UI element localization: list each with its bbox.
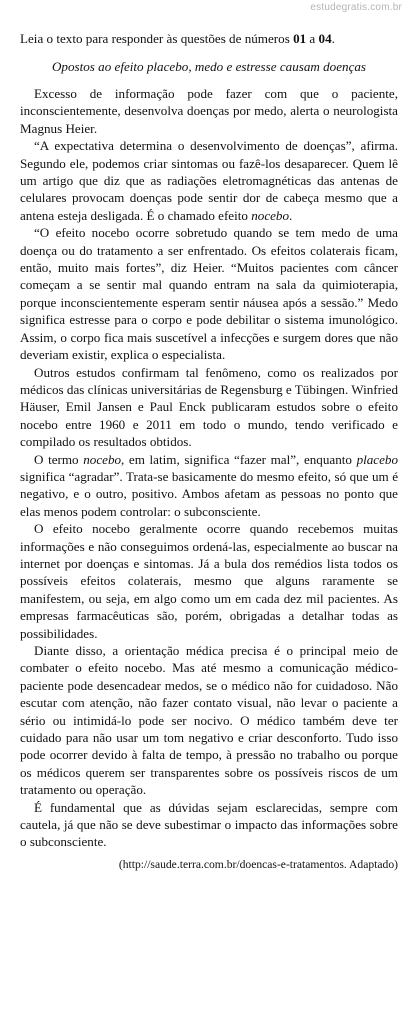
article-paragraphs (20, 85, 398, 851)
document-body (20, 30, 398, 873)
paragraph-text: , em latim, significa “fazer mal”, enquanto (121, 451, 357, 467)
italic-term: nocebo (83, 451, 122, 467)
article-paragraph (20, 799, 398, 851)
article-paragraph (20, 85, 398, 137)
article-paragraph (20, 364, 398, 451)
question-number-end: 04 (318, 31, 332, 46)
article-paragraph (20, 224, 398, 363)
instruction-conjunction: a (306, 31, 319, 46)
paragraph-text: É fundamental que as dúvidas sejam esclarecidas, sempre com cautela, já que não se deve subestimar o impacto das informações sobre o subconsciente. (20, 799, 398, 850)
paragraph-text: Excesso de informação pode fazer com que o paciente, inconscientemente, desenvolva doenças por medo, alerta o neurologista Magnus Heier. (20, 86, 398, 136)
instruction-line (20, 30, 398, 48)
instruction-period: . (331, 31, 335, 46)
paragraph-text: “A expectativa determina o desenvolvimento de doenças”, afirma. Segundo ele, podemos criar sintomas ou fazê-los desaparecer. Quem lê um artigo que diz que as radiações eletromagnéticas das antenas de celulares provocam doenças pode sentir dor de cabeça mesmo que a antena esteja desligada. É o chamado efeito (20, 138, 398, 223)
article-paragraph (20, 451, 398, 521)
article-paragraph (20, 520, 398, 642)
italic-term: placebo (356, 451, 399, 467)
italic-term: nocebo (251, 207, 290, 223)
paragraph-text: “O efeito nocebo ocorre sobretudo quando se tem medo de uma doença ou do tratamento a ser enfrentado. Os efeitos colaterais ficam, então, muito mais fortes”, diz Heier. “Muitos pacientes com câncer começam a se sentir mal quando entram na sala da quimioterapia, porque inconscientemente esperam sentir náusea após a sessão.” Medo significa estresse para o corpo e pode debilitar o sistema imunológico. Assim, o corpo fica mais suscetível a infecções e surgem dores que não deveriam existir, explica o especialista. (20, 225, 398, 363)
article-paragraph (20, 137, 398, 224)
paragraph-text: . (289, 207, 293, 223)
paragraph-text: Diante disso, a orientação médica precisa é o principal meio de combater o efeito nocebo. Mas até mesmo a comunicação médico-paciente pode desencadear medos, se o médico não for cuidadoso. Não escutar com atenção, não fazer contato visual, não levar o paciente a sério ou intimidá-lo pode ser nocivo. O médico também deve ter cuidado para não usar um tom negativo e criar desconforto. Tudo isso pode ocorrer devido à falta de tempo, à pressão no trabalho ou porque os médicos querem ser transparentes sobre os possíveis riscos de um tratamento ou operação. (20, 643, 398, 798)
question-number-start: 01 (293, 31, 307, 46)
paragraph-text: Outros estudos confirmam tal fenômeno, como os realizados por médicos das clínicas universitárias de Regensburg e Tübingen. Winfried Häuser, Emil Jansen e Paul Enck publicaram estudos sobre o efeito nocebo entre 1960 e 2011 em todo o mundo, tendo verificado e compilado os resultados obtidos. (20, 364, 399, 450)
paragraph-text: significa “agradar”. Trata-se basicamente do mesmo efeito, só que um é negativo, e o outro, positivo. Ambos afetam as pessoas no ponto que elas menos podem controlar: o subconsciente. (20, 468, 398, 519)
paragraph-text: O efeito nocebo geralmente ocorre quando recebemos muitas informações e não conseguimos ordená-las, especialmente ao buscar na internet por doenças e sintomas. Já a bula dos remédios lista todos os possíveis efeitos colaterais, mesmo que alguns raramente se manifestem, ou seja, em algo como um em cada dez mil pacientes. As empresas farmacêuticas são, porém, obrigadas a detalhar todas as possibilidades. (20, 521, 398, 641)
paragraph-text: O termo (34, 451, 84, 467)
article-title: Opostos ao efeito placebo, medo e estresse causam doenças (51, 59, 367, 74)
source-citation: (http://saude.terra.com.br/doencas-e-tratamentos. Adaptado) (118, 857, 398, 871)
instruction-text: Leia o texto para responder às questões de números (20, 31, 294, 46)
watermark: estudegratis.com.br (310, 2, 402, 13)
article-paragraph (20, 642, 398, 799)
